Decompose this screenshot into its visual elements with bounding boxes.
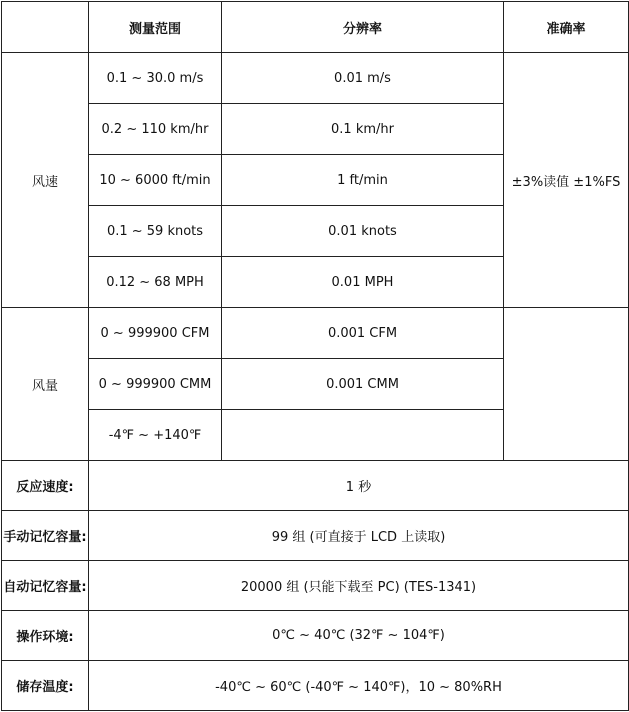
resolution-cell: 0.01 knots bbox=[222, 206, 504, 257]
header-empty-cell bbox=[2, 2, 89, 53]
range-cell: 10 ~ 6000 ft/min bbox=[89, 155, 222, 206]
range-cell: 0 ~ 999900 CFM bbox=[89, 308, 222, 359]
resolution-cell bbox=[222, 410, 504, 461]
header-row bbox=[2, 2, 629, 53]
resolution-cell: 0.01 m/s bbox=[222, 53, 504, 104]
air-volume-accuracy-empty bbox=[504, 308, 629, 461]
wind-speed-accuracy: ±3%读值 ±1%FS bbox=[504, 53, 629, 308]
spec-row bbox=[2, 511, 629, 561]
range-cell: 0.2 ~ 110 km/hr bbox=[89, 104, 222, 155]
spec-value: 99 组 (可直接于 LCD 上读取) bbox=[89, 511, 629, 561]
range-cell: 0.12 ~ 68 MPH bbox=[89, 257, 222, 308]
spec-value: -40℃ ~ 60℃ (-40℉ ~ 140℉)，10 ~ 80%RH bbox=[89, 661, 629, 711]
spec-row bbox=[2, 561, 629, 611]
header-range: 测量范围 bbox=[89, 2, 222, 53]
spec-label: 储存温度: bbox=[2, 661, 89, 711]
resolution-cell: 0.001 CMM bbox=[222, 359, 504, 410]
spec-value: 1 秒 bbox=[89, 461, 629, 511]
resolution-cell: 0.01 MPH bbox=[222, 257, 504, 308]
spec-row bbox=[2, 611, 629, 661]
spec-label: 手动记忆容量: bbox=[2, 511, 89, 561]
air-volume-row bbox=[2, 308, 629, 359]
spec-value: 0℃ ~ 40℃ (32℉ ~ 104℉) bbox=[89, 611, 629, 661]
spec-table bbox=[1, 1, 629, 711]
header-accuracy: 准确率 bbox=[504, 2, 629, 53]
spec-label: 自动记忆容量: bbox=[2, 561, 89, 611]
wind-speed-row bbox=[2, 53, 629, 104]
wind-speed-label: 风速 bbox=[2, 53, 89, 308]
air-volume-label: 风量 bbox=[2, 308, 89, 461]
range-cell: 0 ~ 999900 CMM bbox=[89, 359, 222, 410]
resolution-cell: 0.001 CFM bbox=[222, 308, 504, 359]
spec-label: 操作环境: bbox=[2, 611, 89, 661]
spec-row bbox=[2, 461, 629, 511]
resolution-cell: 0.1 km/hr bbox=[222, 104, 504, 155]
header-resolution: 分辨率 bbox=[222, 2, 504, 53]
range-cell: 0.1 ~ 59 knots bbox=[89, 206, 222, 257]
spec-value: 20000 组 (只能下载至 PC) (TES-1341) bbox=[89, 561, 629, 611]
resolution-cell: 1 ft/min bbox=[222, 155, 504, 206]
range-cell: -4℉ ~ +140℉ bbox=[89, 410, 222, 461]
spec-row bbox=[2, 661, 629, 711]
range-cell: 0.1 ~ 30.0 m/s bbox=[89, 53, 222, 104]
spec-label: 反应速度: bbox=[2, 461, 89, 511]
